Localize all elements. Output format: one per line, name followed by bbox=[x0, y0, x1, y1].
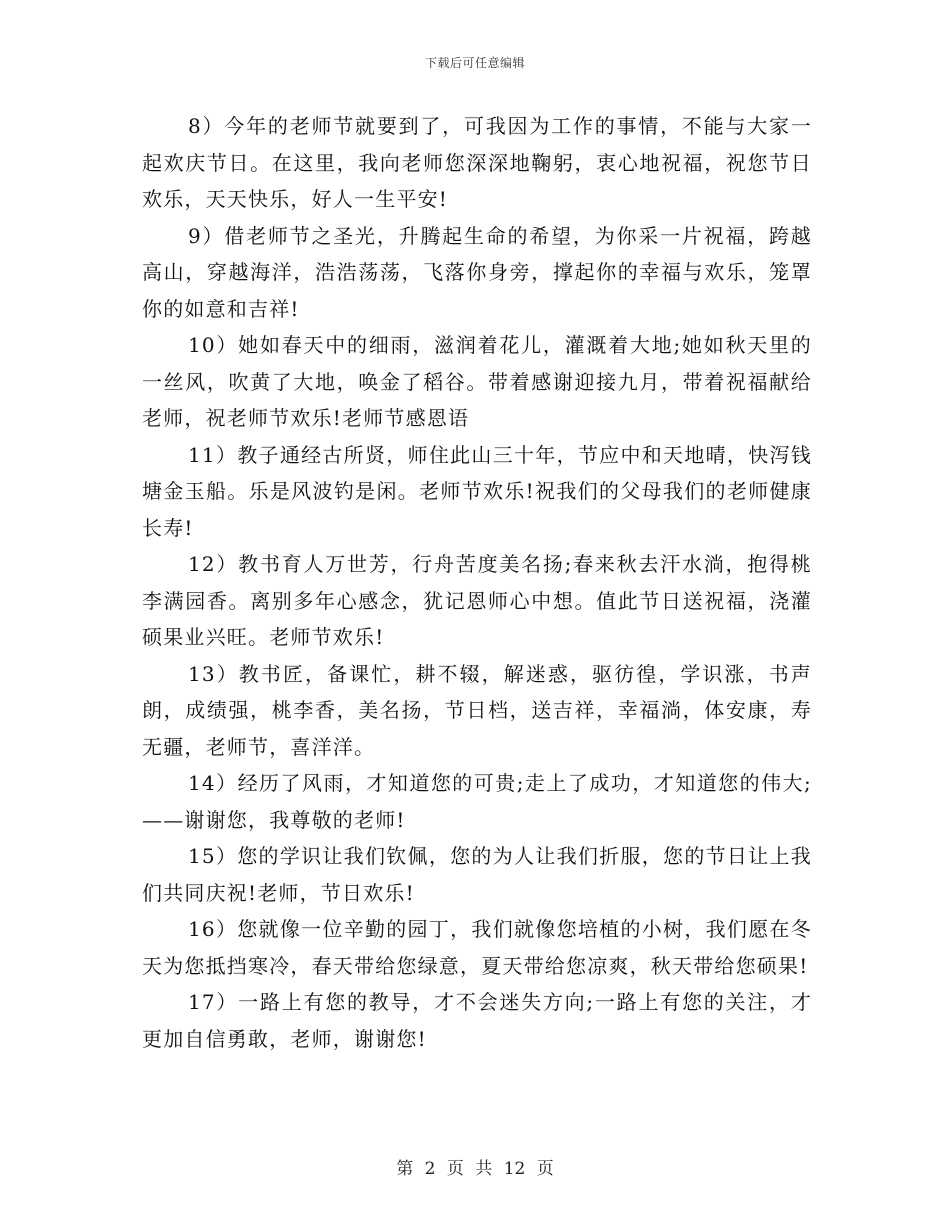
paragraph-13: 13）教书匠，备课忙，耕不辍，解迷惑，驱彷徨，学识涨，书声朗，成绩强，桃李香，美名扬，节日档，送吉祥，幸福淌，体安康，寿无疆，老师节，喜洋洋。 bbox=[142, 661, 812, 759]
paragraph-17: 17）一路上有您的教导，才不会迷失方向;一路上有您的关注，才更加自信勇敢，老师，谢谢您! bbox=[142, 990, 812, 1051]
paragraph-15: 15）您的学识让我们钦佩，您的为人让我们折服，您的节日让上我们共同庆祝!老师，节日欢乐! bbox=[142, 844, 812, 905]
page-number: 第 2 页 共 12 页 bbox=[396, 1159, 554, 1179]
paragraph-12: 12）教书育人万世芳，行舟苦度美名扬;春来秋去汗水淌，抱得桃李满园香。离别多年心感念，犹记恩师心中想。值此节日送祝福，浇灌硕果业兴旺。老师节欢乐! bbox=[142, 552, 812, 649]
document-body bbox=[142, 108, 812, 1057]
paragraph-16: 16）您就像一位辛勤的园丁，我们就像您培植的小树，我们愿在冬天为您抵挡寒冷，春天带给您绿意，夏天带给您凉爽，秋天带给您硕果! bbox=[142, 917, 812, 978]
paragraph-10: 10）她如春天中的细雨，滋润着花儿，灌溉着大地;她如秋天里的一丝风，吹黄了大地，唤金了稻谷。带着感谢迎接九月，带着祝福献给老师，祝老师节欢乐!老师节感恩语 bbox=[142, 333, 812, 430]
header-note: 下载后可任意编辑 bbox=[424, 56, 525, 70]
paragraph-11: 11）教子通经古所贤，师住此山三十年，节应中和天地晴，快泻钱塘金玉船。乐是风波钓是闲。老师节欢乐!祝我们的父母我们的老师健康长寿! bbox=[142, 442, 812, 540]
paragraph-9: 9）借老师节之圣光，升腾起生命的希望，为你采一片祝福，跨越高山，穿越海洋，浩浩荡荡，飞落你身旁，撑起你的幸福与欢乐，笼罩你的如意和吉祥! bbox=[142, 223, 812, 321]
paragraph-14: 14）经历了风雨，才知道您的可贵;走上了成功，才知道您的伟大;——谢谢您，我尊敬的老师! bbox=[142, 771, 812, 832]
paragraph-8: 8）今年的老师节就要到了，可我因为工作的事情，不能与大家一起欢庆节日。在这里，我向老师您深深地鞠躬，衷心地祝福，祝您节日欢乐，天天快乐，好人一生平安! bbox=[142, 114, 812, 211]
